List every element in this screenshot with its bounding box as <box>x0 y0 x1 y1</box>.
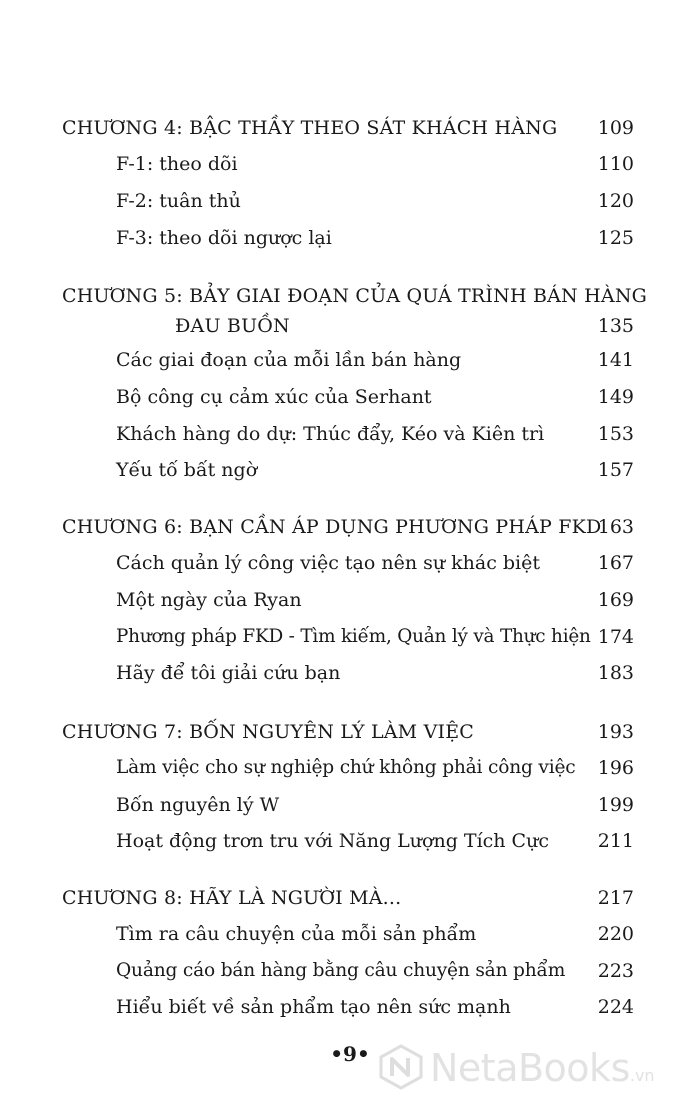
page-number: 169 <box>597 589 634 611</box>
watermark <box>378 1040 698 1100</box>
page-number: 153 <box>597 423 634 445</box>
page-number: 224 <box>597 996 634 1018</box>
entry-title: Một ngày của Ryan <box>116 589 302 611</box>
chapter-4-heading <box>0 114 700 148</box>
toc-entry <box>0 549 700 583</box>
page-number: 193 <box>597 721 634 743</box>
page-number: 217 <box>597 887 634 909</box>
page-number: 183 <box>597 662 634 684</box>
toc-entry <box>0 346 700 380</box>
toc-entry <box>0 586 700 620</box>
watermark-text <box>430 1046 655 1090</box>
page-number: 157 <box>597 459 634 481</box>
netabooks-logo-icon <box>378 1044 424 1090</box>
entry-title: Các giai đoạn của mỗi lần bán hàng <box>116 349 462 371</box>
chapter-title: CHƯƠNG 5: BẢY GIAI ĐOẠN CỦA QUÁ TRÌNH BÁN HÀNG <box>62 285 648 307</box>
chapter-7-heading <box>0 718 700 752</box>
entry-title: Khách hàng do dự: Thúc đẩy, Kéo và Kiên trì <box>116 423 545 445</box>
watermark-brand: NetaBooks <box>430 1046 630 1090</box>
toc-entry <box>0 993 700 1027</box>
entry-title: Bộ công cụ cảm xúc của Serhant <box>116 386 432 408</box>
toc-entry <box>0 754 700 788</box>
page-number: 125 <box>597 227 634 249</box>
entry-title: Hiểu biết về sản phẩm tạo nên sức mạnh <box>116 996 511 1018</box>
entry-title: Cách quản lý công việc tạo nên sự khác biệt <box>116 552 540 574</box>
page-number: 220 <box>597 923 634 945</box>
page-number: 120 <box>597 190 634 212</box>
chapter-5-heading-continued <box>0 312 700 346</box>
toc-entry <box>0 224 700 258</box>
page-number: 196 <box>597 757 634 779</box>
page-number: 141 <box>597 349 634 371</box>
page-number: 223 <box>597 960 634 982</box>
page-number: 167 <box>597 552 634 574</box>
entry-title: Phương pháp FKD - Tìm kiếm, Quản lý và Thực hiện <box>116 626 591 647</box>
entry-title: Hoạt động trơn tru với Năng Lượng Tích Cực <box>116 830 549 852</box>
toc-entry <box>0 827 700 861</box>
entry-title: Bốn nguyên lý W <box>116 794 280 816</box>
toc-entry <box>0 383 700 417</box>
entry-title: Yếu tố bất ngờ <box>116 459 258 481</box>
watermark-suffix: .vn <box>629 1066 655 1085</box>
toc-entry <box>0 420 700 454</box>
entry-title: Hãy để tôi giải cứu bạn <box>116 662 341 684</box>
chapter-title: CHƯƠNG 6: BẠN CẦN ÁP DỤNG PHƯƠNG PHÁP FKD <box>62 516 602 538</box>
chapter-5-heading <box>0 282 700 316</box>
entry-title: Làm việc cho sự nghiệp chứ không phải công việc <box>116 757 576 778</box>
page-number: 135 <box>597 315 634 337</box>
toc-entry <box>0 150 700 184</box>
page-number: 174 <box>597 626 634 648</box>
page-number: 110 <box>597 153 634 175</box>
chapter-title: CHƯƠNG 8: HÃY LÀ NGƯỜI MÀ... <box>62 887 402 909</box>
page-number: 211 <box>597 830 634 852</box>
toc-entry <box>0 920 700 954</box>
page-number: 199 <box>597 794 634 816</box>
page-number: 109 <box>597 117 634 139</box>
entry-title: Tìm ra câu chuyện của mỗi sản phẩm <box>116 923 477 945</box>
entry-title: F-2: tuân thủ <box>116 190 241 212</box>
entry-title: F-1: theo dõi <box>116 153 238 175</box>
toc-entry <box>0 791 700 825</box>
chapter-title: CHƯƠNG 7: BỐN NGUYÊN LÝ LÀM VIỆC <box>62 721 475 743</box>
chapter-8-heading <box>0 884 700 918</box>
entry-title: Quảng cáo bán hàng bằng câu chuyện sản phẩm <box>116 960 566 981</box>
page-number: 163 <box>597 516 634 538</box>
toc-entry <box>0 623 700 657</box>
toc-entry <box>0 456 700 490</box>
toc-entry <box>0 659 700 693</box>
entry-title: F-3: theo dõi ngược lại <box>116 227 332 249</box>
toc-entry <box>0 957 700 991</box>
chapter-title: CHƯƠNG 4: BẬC THẦY THEO SÁT KHÁCH HÀNG <box>62 117 558 139</box>
toc-entry <box>0 187 700 221</box>
page-number: 149 <box>597 386 634 408</box>
chapter-title-continued: ĐAU BUỒN <box>175 315 290 337</box>
page-footer-number: •9• <box>330 1042 370 1066</box>
chapter-6-heading <box>0 513 700 547</box>
